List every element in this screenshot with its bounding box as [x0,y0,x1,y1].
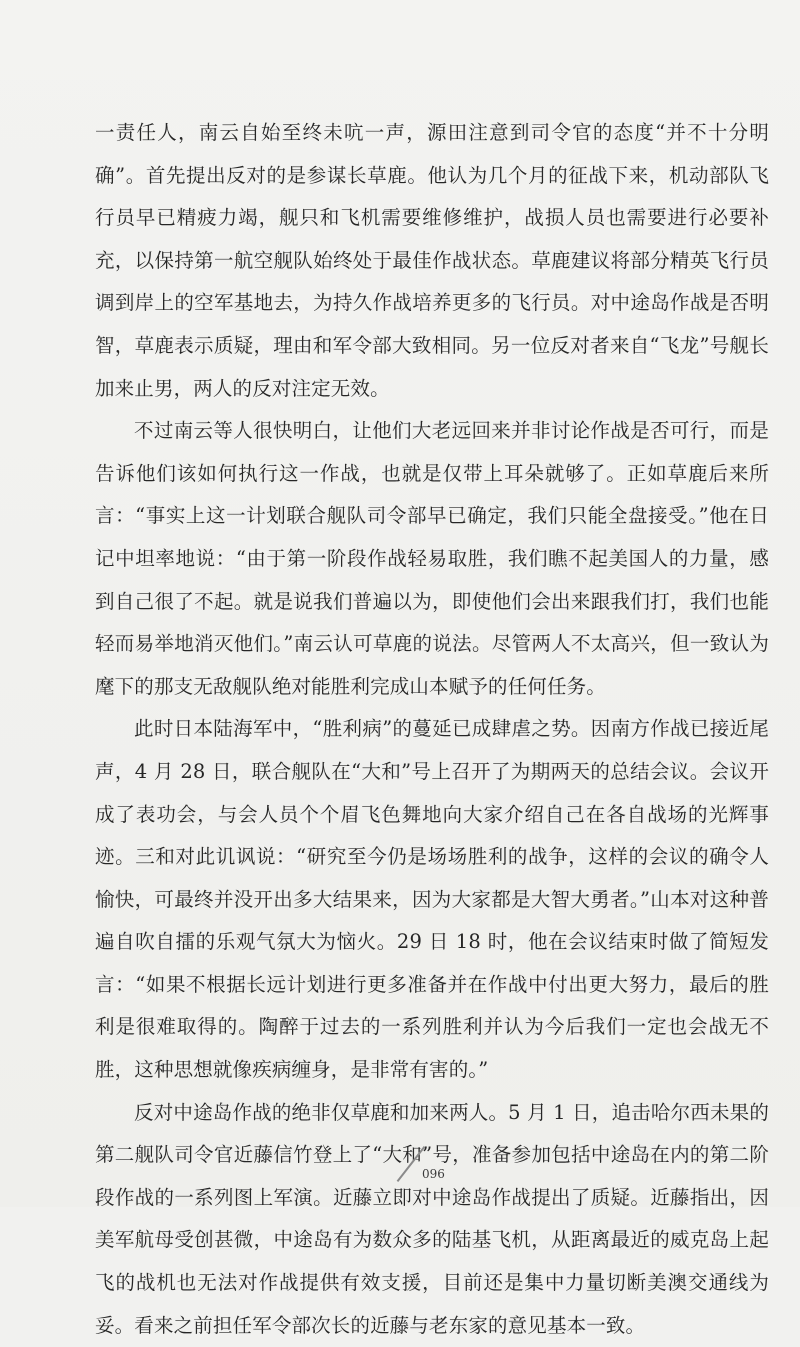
page-number: 096 [422,1167,445,1181]
paragraph-4: 反对中途岛作战的绝非仅草鹿和加来两人。5 月 1 日，追击哈尔西未果的第二舰队司令官近藤信竹登上了“大和”号，准备参加包括中途岛在内的第二阶段作战的一系列图上军演。近藤立即对中途岛作战提出了质疑。近藤指出，因美军航母受创甚微，中途岛有为数众多的陆基飞机，从距离最近的威克岛上起飞的战机也无法对作战提供有效支援，目前还是集中力量切断美澳交通线为妥。看来之前担任军令部次长的近藤与老东家的意见基本一致。 [95,1100,769,1337]
page-footer [400,1140,460,1190]
paragraph-3: 此时日本陆海军中，“胜利病”的蔓延已成肆虐之势。因南方作战已接近尾声，4 月 28 日，联合舰队在“大和”号上召开了为期两天的总结会议。会议开成了表功会，与会人员个个眉飞色舞地向大家介绍自己在各自战场的光辉事迹。三和对此讥讽说：“研究至今仍是场场胜利的战争，这样的会议的确令人愉快，可最终并没开出多大结果来，因为大家都是大智大勇者。”山本对这种普遍自吹自擂的乐观气氛大为恼火。29 日 18 时，他在会议结束时做了简短发言：“如果不根据长远计划进行更多准备并在作战中付出更大努力，最后的胜利是很难取得的。陶醉于过去的一系列胜利并认为今后我们一定也会战无不胜，这种思想就像疾病缠身，是非常有害的。” [95,717,769,1082]
paragraph-2: 不过南云等人很快明白，让他们大老远回来并非讨论作战是否可行，而是告诉他们该如何执行这一作战，也就是仅带上耳朵就够了。正如草鹿后来所言：“事实上这一计划联合舰队司令部早已确定，我们只能全盘接受。”他在日记中坦率地说：“由于第一阶段作战轻易取胜，我们瞧不起美国人的力量，感到自己很了不起。就是说我们普遍以为，即使他们会出来跟我们打，我们也能轻而易举地消灭他们。”南云认可草鹿的说法。尽管两人不太高兴，但一致认为麾下的那支无敌舰队绝对能胜利完成山本赋予的任何任务。 [95,419,769,698]
paragraph-1: 一责任人，南云自始至终未吭一声，源田注意到司令官的态度“并不十分明确”。首先提出反对的是参谋长草鹿。他认为几个月的征战下来，机动部队飞行员早已精疲力竭，舰只和飞机需要维修维护，战损人员也需要进行必要补充，以保持第一航空舰队始终处于最佳作战状态。草鹿建议将部分精英飞行员调到岸上的空军基地去，为持久作战培养更多的飞行员。对中途岛作战是否明智，草鹿表示质疑，理由和军令部大致相同。另一位反对者来自“飞龙”号舰长加来止男，两人的反对注定无效。 [95,121,769,400]
